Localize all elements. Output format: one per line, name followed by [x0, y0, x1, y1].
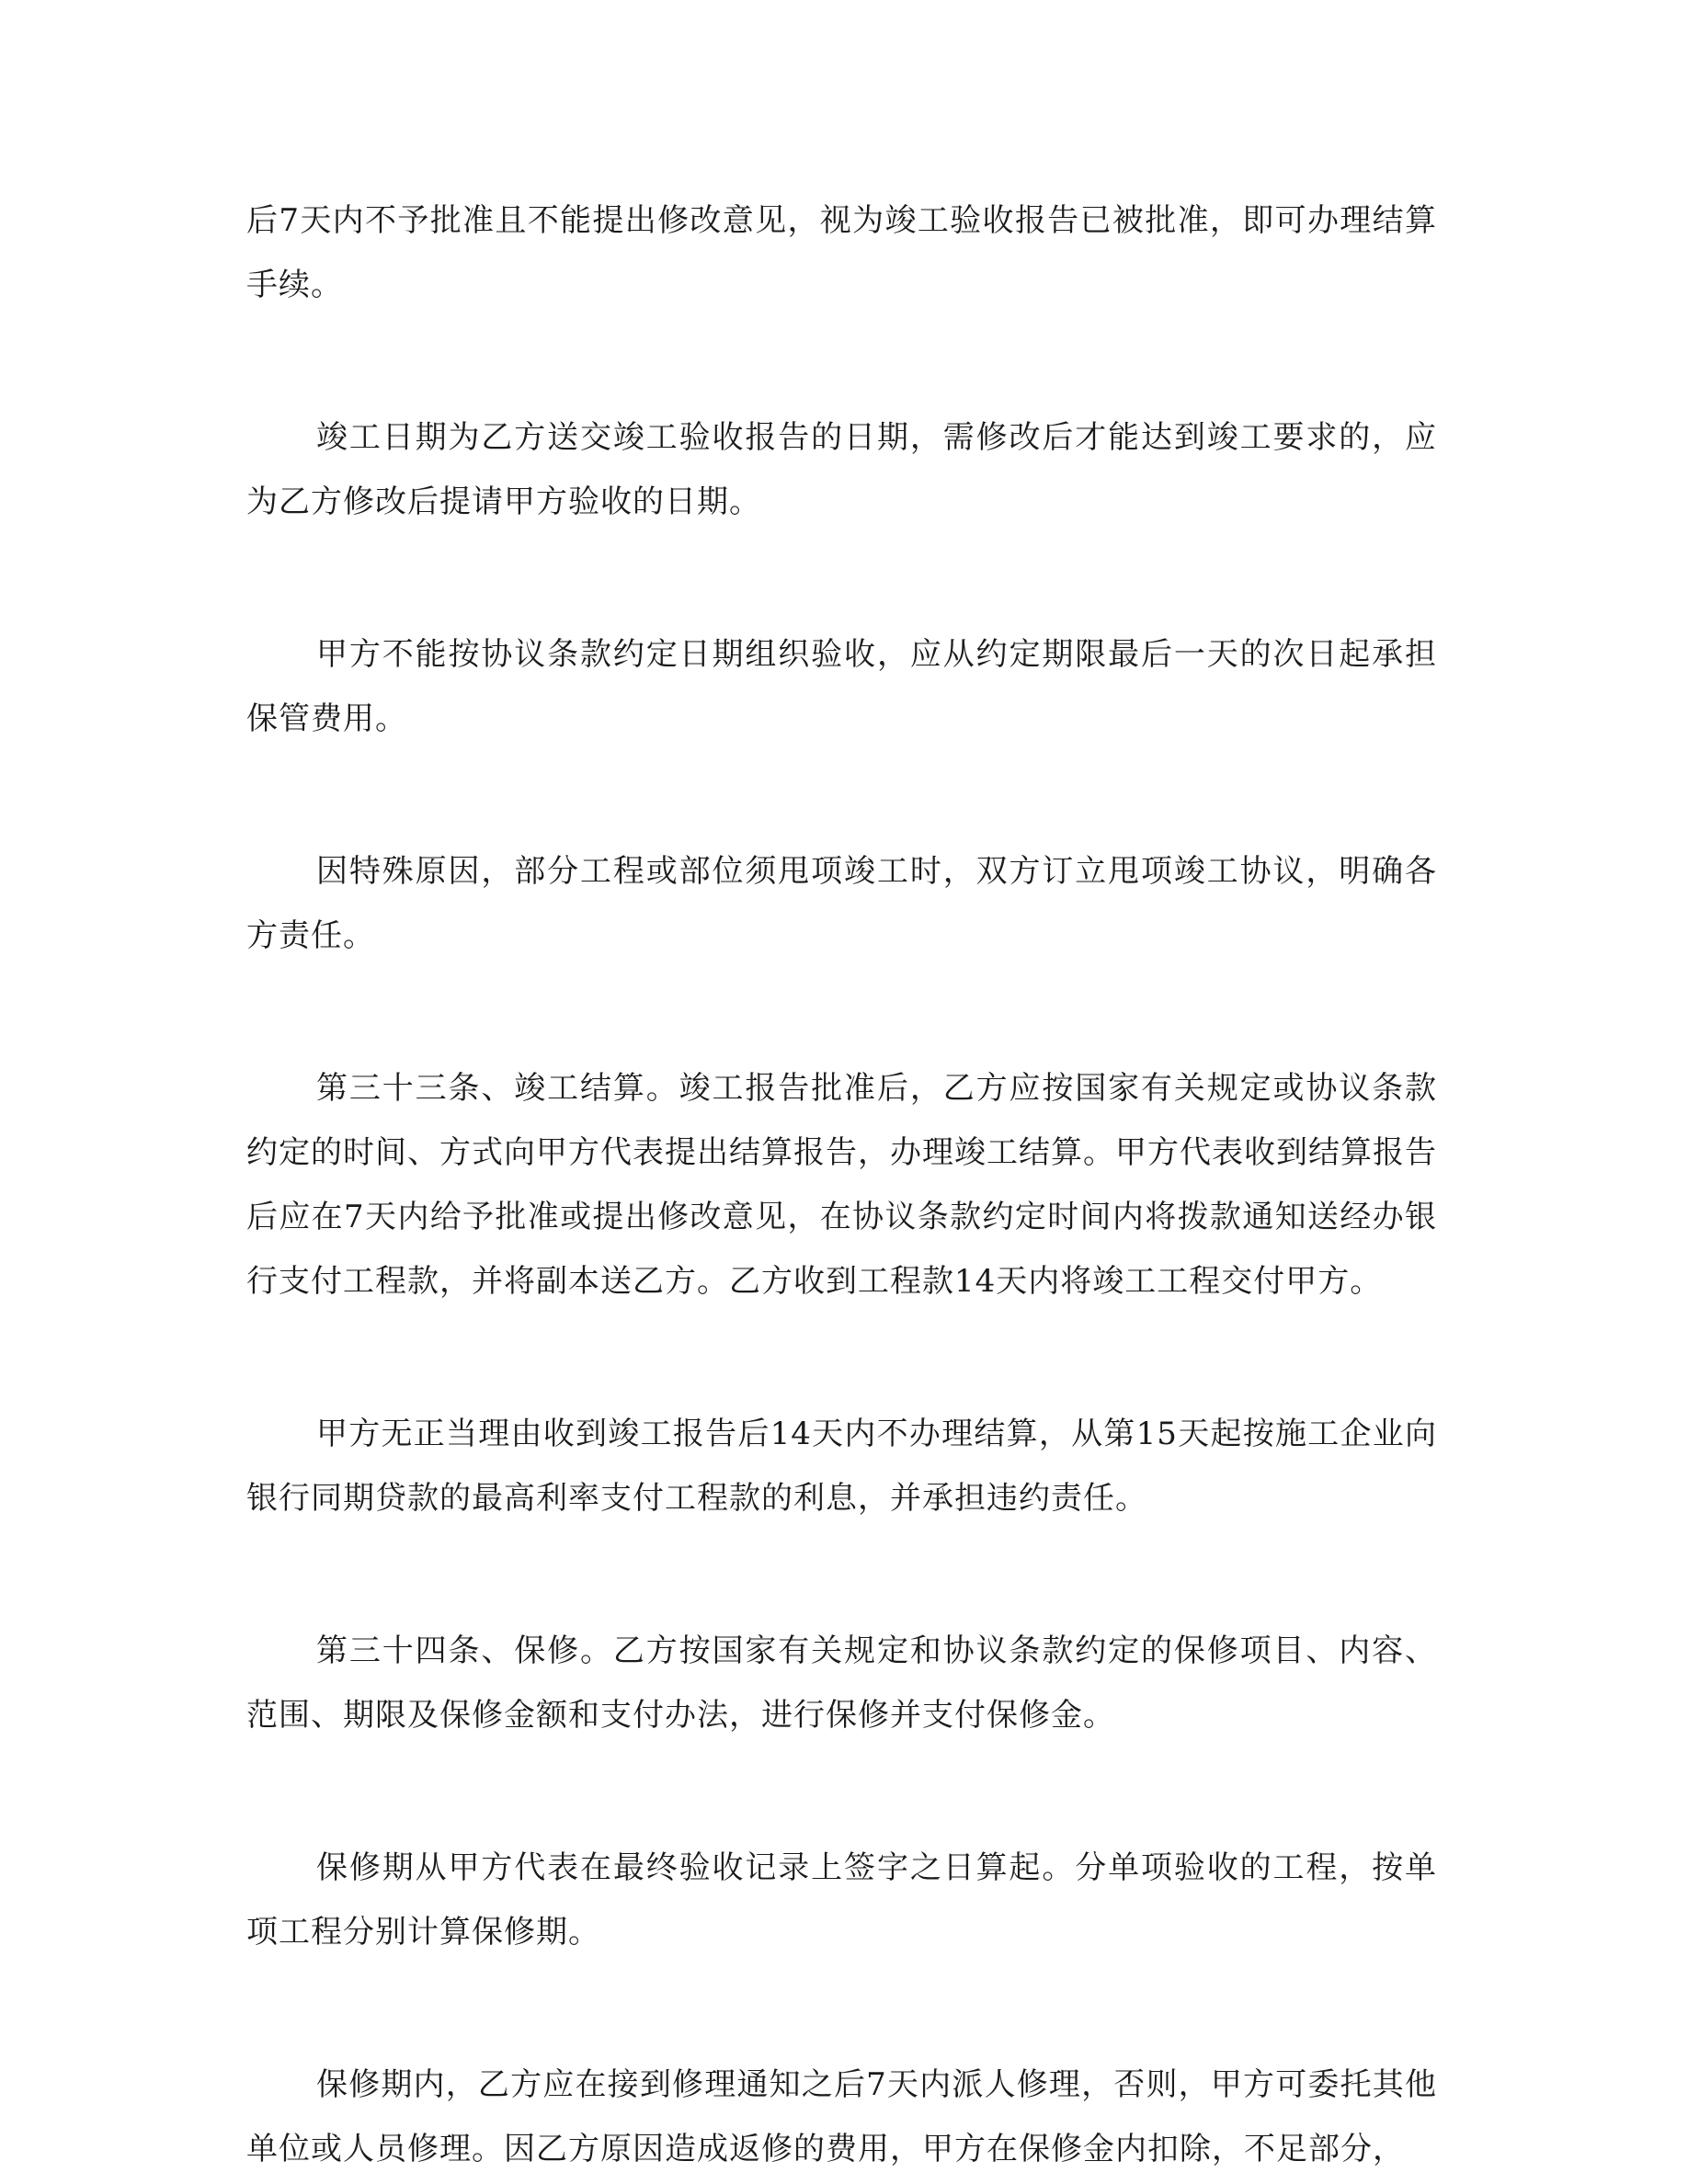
paragraph-completion-date: 竣工日期为乙方送交竣工验收报告的日期，需修改后才能达到竣工要求的，应为乙方修改后提请甲方验收的日期。	[246, 419, 1437, 520]
paragraph-settlement-default: 甲方无正当理由收到竣工报告后14天内不办理结算，从第15天起按施工企业向银行同期贷款的最高利率支付工程款的利息，并承担违约责任。	[246, 1416, 1437, 1517]
paragraph-partial-completion: 因特殊原因，部分工程或部位须甩项竣工时，双方订立甩项竣工协议，明确各方责任。	[246, 853, 1437, 954]
paragraph-continuation: 后7天内不予批准且不能提出修改意见，视为竣工验收报告已被批准，即可办理结算手续。	[246, 202, 1437, 303]
paragraph-article-34: 第三十四条、保修。乙方按国家有关规定和协议条款约定的保修项目、内容、范围、期限及保修金额和支付办法，进行保修并支付保修金。	[246, 1632, 1437, 1734]
paragraph-warranty-repair: 保修期内，乙方应在接到修理通知之后7天内派人修理，否则，甲方可委托其他单位或人员修理。因乙方原因造成返修的费用，甲方在保修金内扣除，不足部分，	[246, 2066, 1437, 2167]
paragraph-warranty-period: 保修期从甲方代表在最终验收记录上签字之日算起。分单项验收的工程，按单项工程分别计算保修期。	[246, 1849, 1437, 1951]
document-body	[246, 188, 1437, 2181]
paragraph-article-33: 第三十三条、竣工结算。竣工报告批准后，乙方应按国家有关规定或协议条款约定的时间、方式向甲方代表提出结算报告，办理竣工结算。甲方代表收到结算报告后应在7天内给予批准或提出修改意见，在协议条款约定时间内将拨款通知送经办银行支付工程款，并将副本送乙方。乙方收到工程款14天内将竣工工程交付甲方。	[246, 1070, 1437, 1300]
paragraph-acceptance-delay: 甲方不能按协议条款约定日期组织验收，应从约定期限最后一天的次日起承担保管费用。	[246, 636, 1437, 737]
